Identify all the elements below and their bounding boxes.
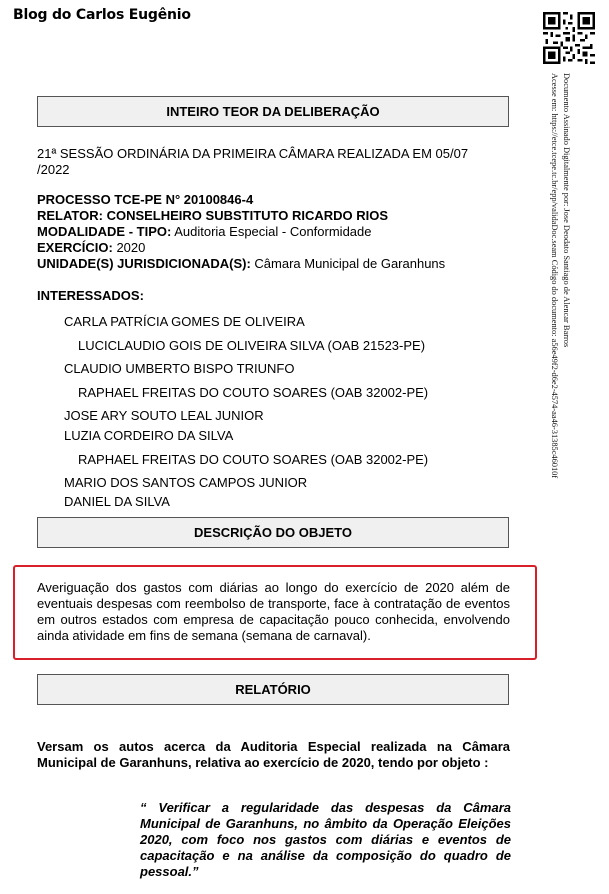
- interessado-item: RAPHAEL FREITAS DO COUTO SOARES (OAB 32002-PE): [78, 452, 429, 467]
- exercicio-value: 2020: [112, 240, 146, 255]
- qr-code-icon: [543, 12, 595, 64]
- signature-line: Documento Assinado Digitalmente por: Jose Deodato Santiago de Alencar Barros: [562, 73, 571, 348]
- modalidade-label: MODALIDADE - TIPO:: [37, 224, 172, 239]
- relator: RELATOR: CONSELHEIRO SUBSTITUTO RICARDO RIOS: [37, 208, 389, 223]
- interessado-item: LUZIA CORDEIRO DA SILVA: [64, 428, 234, 443]
- interessado-item: RAPHAEL FREITAS DO COUTO SOARES (OAB 32002-PE): [78, 385, 429, 400]
- interessado-item: CLAUDIO UMBERTO BISPO TRIUNFO: [64, 361, 295, 376]
- modalidade-value: Auditoria Especial - Conformidade: [171, 224, 372, 239]
- unidade: [37, 256, 445, 272]
- interessado-item: DANIEL DA SILVA: [64, 494, 170, 509]
- exercicio: [37, 240, 145, 256]
- exercicio-label: EXERCÍCIO:: [37, 240, 113, 255]
- relatorio-header: RELATÓRIO: [37, 674, 509, 705]
- processo-number: PROCESSO TCE-PE N° 20100846-4: [37, 192, 254, 207]
- descricao-objeto-header: DESCRIÇÃO DO OBJETO: [37, 517, 509, 548]
- inteiro-teor-header: INTEIRO TEOR DA DELIBERAÇÃO: [37, 96, 509, 127]
- blog-title: Blog do Carlos Eugênio: [13, 7, 191, 23]
- session-line-1: 21ª SESSÃO ORDINÁRIA DA PRIMEIRA CÂMARA REALIZADA EM 05/07: [37, 146, 469, 161]
- digital-signature-note: [548, 73, 572, 478]
- modalidade: [37, 224, 372, 240]
- session-line-2: /2022: [37, 162, 70, 177]
- interessado-item: CARLA PATRÍCIA GOMES DE OLIVEIRA: [64, 314, 305, 329]
- interessados-label: INTERESSADOS:: [37, 288, 144, 303]
- unidade-label: UNIDADE(S) JURISDICIONADA(S):: [37, 256, 251, 271]
- interessado-item: JOSE ARY SOUTO LEAL JUNIOR: [64, 408, 264, 423]
- objeto-text: Averiguação dos gastos com diárias ao longo do exercício de 2020 além de eventuais despesas com reembolso de transporte, face à contratação de eventos em outros estados com empresa de capacitação pouco conhecida, envolvendo ainda atividade em fins de semana (semana de carnaval).: [37, 580, 510, 643]
- access-line: Acesse em: https://etce.tcepe.tc.br/epp/validaDoc.seam Código do documento: a56e49f2-d6e2-4574-aa46-31385c46010f: [550, 73, 559, 479]
- unidade-value: Câmara Municipal de Garanhuns: [250, 256, 446, 271]
- relatorio-paragraph: Versam os autos acerca da Auditoria Especial realizada na Câmara Municipal de Garanhuns, relativa ao exercício de 2020, tendo por objeto :: [37, 739, 510, 770]
- interessado-item: MARIO DOS SANTOS CAMPOS JUNIOR: [64, 475, 308, 490]
- objeto-quote: “ Verificar a regularidade das despesas da Câmara Municipal de Garanhuns, no âmbito da Operação Eleições 2020, com foco nos gastos com diárias e eventos de capacitação e na análise da composição do quadro de pessoal.”: [140, 800, 511, 879]
- interessado-item: LUCICLAUDIO GOIS DE OLIVEIRA SILVA (OAB 21523-PE): [78, 338, 426, 353]
